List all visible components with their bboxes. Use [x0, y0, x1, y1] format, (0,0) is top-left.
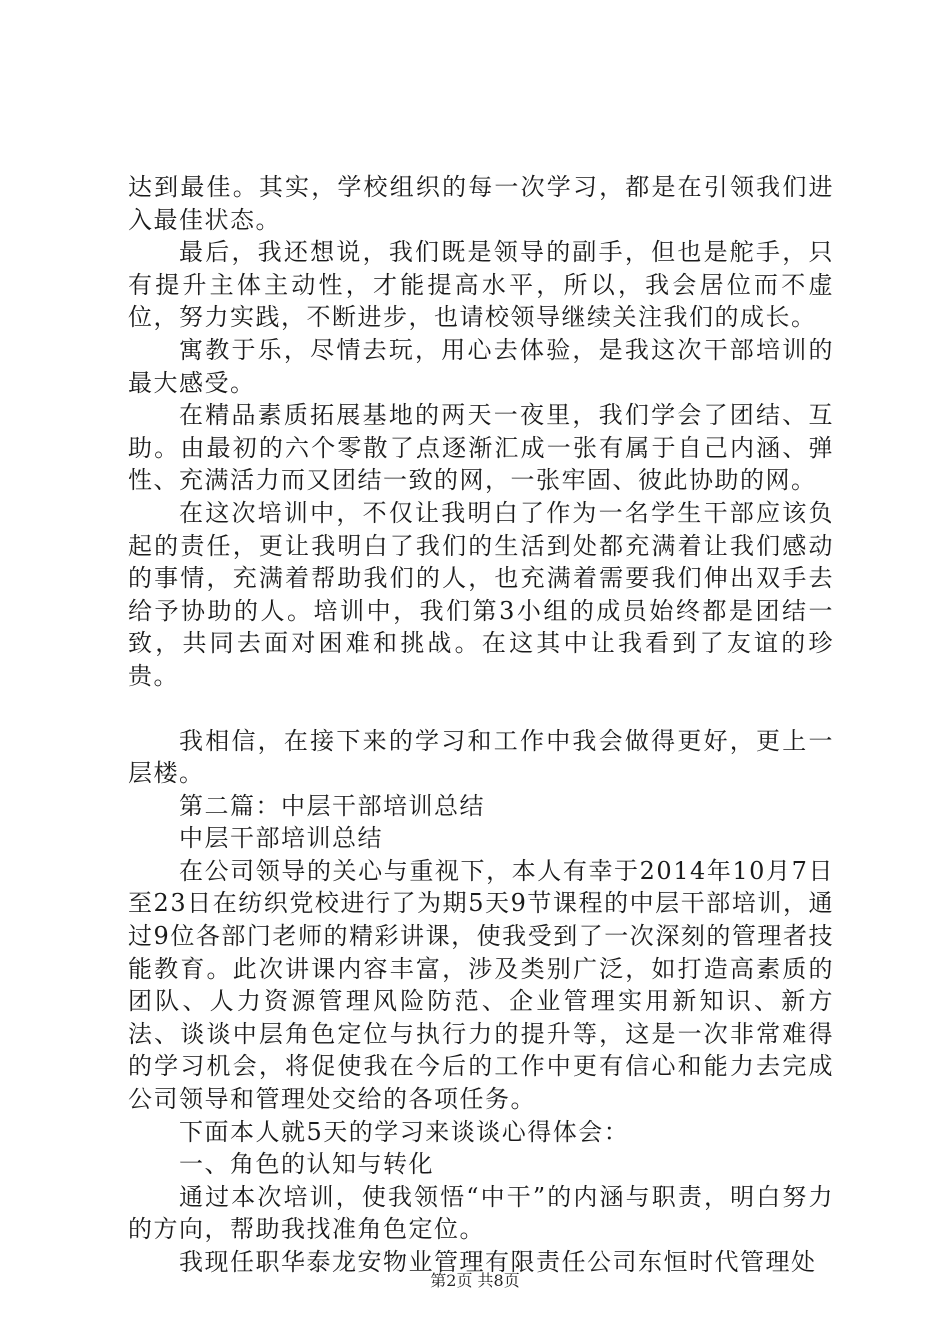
page-number-footer: 第2页 共8页: [430, 1271, 520, 1290]
paragraph: 在这次培训中，不仅让我明白了作为一名学生干部应该负起的责任，更让我明白了我们的生活到处都充满着让我们感动的事情，充满着帮助我们的人，也充满着需要我们伸出双手去给予协助的人。培训中，我们第3小组的成员始终都是团结一致，共同去面对困难和挑战。在这其中让我看到了友谊的珍贵。: [128, 498, 834, 690]
paragraph: 我现任职华泰龙安物业管理有限责任公司东恒时代管理处: [179, 1248, 817, 1276]
paragraph: 下面本人就5天的学习来谈谈心得体会：: [179, 1117, 630, 1146]
paragraph: 在公司领导的关心与重视下，本人有幸于2014年10月7日至23日在纺织党校进行了为期5天9节课程的中层干部培训，通过9位各部门老师的精彩讲课，使我受到了一次深刻的管理者技能教育。此次讲课内容丰富，涉及类别广泛，如打造高素质的团队、人力资源管理风险防范、企业管理实用新知识、新方法、谈谈中层角色定位与执行力的提升等，这是一次非常难得的学习机会，将促使我在今后的工作中更有信心和能力去完成公司领导和管理处交给的各项任务。: [128, 856, 834, 1114]
paragraph: 最后，我还想说，我们既是领导的副手，但也是舵手，只有提升主体主动性，才能提高水平，所以，我会居位而不虚位，努力实践，不断进步，也请校领导继续关注我们的成长。: [128, 238, 834, 332]
paragraph: 我相信，在接下来的学习和工作中我会做得更好，更上一层楼。: [128, 726, 834, 788]
paragraph: 寓教于乐，尽情去玩，用心去体验，是我这次干部培训的最大感受。: [128, 335, 834, 397]
paragraph-spacer: [128, 693, 834, 725]
paragraph: 达到最佳。其实，学校组织的每一次学习，都是在引领我们进入最佳状态。: [128, 173, 834, 234]
paragraph: 在精品素质拓展基地的两天一夜里，我们学会了团结、互助。由最初的六个零散了点逐渐汇成一张有属于自己内涵、弹性、充满活力而又团结一致的网，一张牢固、彼此协助的网。: [128, 401, 834, 495]
section-subheading: 中层干部培训总结: [179, 824, 383, 853]
section-heading: 第二篇：中层干部培训总结: [179, 791, 485, 820]
paragraph: 通过本次培训，使我领悟“中干”的内涵与职责，明白努力的方向，帮助我找准角色定位。: [128, 1182, 834, 1244]
document-body: [128, 171, 834, 1279]
list-heading: 一、角色的认知与转化: [179, 1150, 434, 1179]
